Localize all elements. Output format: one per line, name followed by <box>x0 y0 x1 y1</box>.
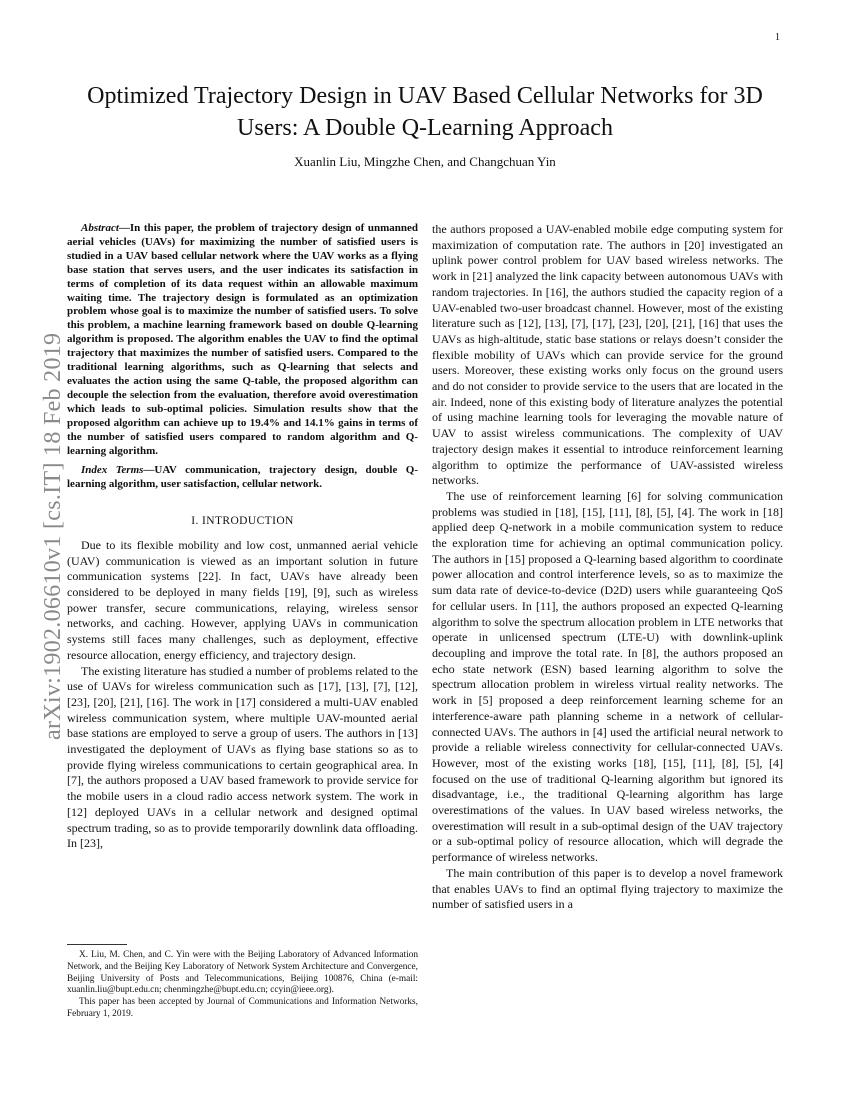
section-heading-introduction: I. INTRODUCTION <box>191 515 294 528</box>
left-column <box>67 222 418 852</box>
arxiv-identifier-stamp: arXiv:1902.06610v1 [cs.IT] 18 Feb 2019 <box>40 332 66 740</box>
footnote-affiliation: X. Liu, M. Chen, and C. Yin were with the Beijing Laboratory of Advanced Information Network, and the Beijing Key Laboratory of Network System Architecture and Convergence, Beijing University of Posts and Telecommunications, Beijing 100876, China (e-mail: xuanlin.liu@bupt.edu.cn; chenmingzhe@bupt.edu.cn; ccyin@ieee.org). <box>67 950 418 996</box>
abstract-label: Abstract <box>81 222 119 234</box>
index-terms <box>67 464 418 492</box>
footnotes <box>67 950 418 1021</box>
footnote-divider <box>67 944 127 945</box>
body-paragraph: Due to its flexible mobility and low cost, unmanned aerial vehicle (UAV) communication is viewed as an important solution in future communication systems [22]. In fact, UAVs have already been considered to be deployed in many fields [19], [9], such as wireless power transfer, secure communications, relaying, wireless sensor networks, and caching. However, applying UAVs in communication systems still faces many challenges, such as deployment, effective resource allocation, energy efficiency, and trajectory design. <box>67 537 418 662</box>
footnote-acceptance: This paper has been accepted by Journal of Communications and Information Networks, February 1, 2019. <box>67 997 418 1019</box>
index-terms-label: Index Terms <box>81 464 144 477</box>
index-terms-text: —UAV communication, trajectory design, double Q-learning algorithm, user satisfaction, cellular network. <box>67 464 418 491</box>
paper-title: Optimized Trajectory Design in UAV Based Cellular Networks for 3D Users: A Double Q-Learning Approach <box>87 83 763 141</box>
page-number: 1 <box>775 32 780 43</box>
right-column <box>432 222 783 913</box>
body-paragraph: The existing literature has studied a number of problems related to the use of UAVs for wireless communication such as [17], [13], [7], [12], [23], [20], [21], [16]. The work in [17] considered a multi-UAV enabled wireless communication system, where multiple UAV-mounted aerial base stations are employed to serve a group of users. The authors in [13] investigated the deployment of UAVs as flying base stations so as to provide flying wireless communications to certain geographical area. In [7], the authors proposed a UAV based framework to provide service for the mobile users in a cloud radio access network system. The work in [12] deployed UAVs in a cellular network and designed optimal spectrum trading, so as to provide temporarily downlink data offloading. In [23], <box>67 663 418 851</box>
abstract-text: —In this paper, the problem of trajectory design of unmanned aerial vehicles (UAVs) for maximizing the number of satisfied users is studied in a UAV based cellular network where the UAV works as a flying base station that serves users, and the user indicates its satisfaction in terms of completion of its data request within an allowable maximum waiting time. The trajectory design is formulated as an optimization problem whose goal is to maximize the number of satisfied users. To solve this problem, a machine learning framework based on double Q-learning algorithm is proposed. The algorithm enables the UAV to find the optimal trajectory that maximizes the number of satisfied users. Compared to the traditional learning algorithms, such as Q-learning that selects and evaluates the action using the same Q-table, the proposed algorithm can decouple the selection from the evaluation, therefore avoid overestimation which leads to sub-optimal policies. Simulation results show that the proposed algorithm can achieve up to 19.4% and 14.1% gains in terms of the number of satisfied users compared to random algorithm and Q-learning algorithm. <box>67 222 418 457</box>
body-paragraph: the authors proposed a UAV-enabled mobile edge computing system for maximization of computation rate. The authors in [20] investigated an uplink power control problem for UAV based wireless networks. The work in [21] analyzed the link capacity between autonomous UAVs with random trajectories. In [16], the authors studied the capacity region of a UAV-enabled two-user broadcast channel. However, most of the existing literature such as [12], [13], [7], [17], [23], [20], [21], [16] that uses the UAVs as high-altitude, static base stations or relays doesn’t consider the flexible mobility of UAVs which can provide service for the ground users. Moreover, these existing works only focus on the ground users and do not consider to provide service to the users that are located in the air. Indeed, none of this existing body of literature analyzes the potential of using machine learning tools for leveraging the movable nature of UAV to assist wireless communications. The complexity of UAV trajectory design makes it essential to introduce reinforcement learning algorithm to optimize the performance of UAV-assisted wireless networks. <box>432 222 783 488</box>
abstract <box>67 222 418 458</box>
body-paragraph: The main contribution of this paper is to develop a novel framework that enables UAVs to find an optimal flying trajectory to maximize the number of satisfied users in a <box>432 865 783 912</box>
body-paragraph: The use of reinforcement learning [6] for solving communication problems was studied in [18], [15], [11], [8], [5], [4]. The work in [18] applied deep Q-network in a mobile communication system to reduce the exploration time for achieving an optimal communication policy. The authors in [15] proposed a Q-learning based algorithm to coordinate power allocation and control interference levels, so as to maximize the sum data rate of device-to-device (D2D) users while guaranteeing QoS for cellular users. In [11], the authors proposed an expected Q-learning algorithm to solve the spectrum allocation problem in LTE networks that operate in unlicensed spectrum (LTE-U) with downlink-uplink decoupling and improve the total rate. In [8], the authors proposed an echo state network (ESN) based learning algorithm to solve the spectrum allocation problem in wireless virtual reality networks. The work in [5] proposed a deep reinforcement learning scheme for an interference-aware path planning scheme in a network of cellular-connected UAVs. The authors in [4] used the artificial neural network to provide a reliable wireless connectivity for cellular-connected UAVs. However, most of the existing works [18], [15], [11], [8], [5], [4] focused on the use of traditional Q-learning algorithm but ignored its disadvantage, i.e., the traditional Q-learning algorithm has large overestimations of the values. In UAV based wireless networks, the overestimation will result in a sub-optimal design of the UAV trajectory or a sub-optimal policy of resource allocation, which will degrade the performance of wireless networks. <box>432 488 783 865</box>
author-list: Xuanlin Liu, Mingzhe Chen, and Changchuan Yin <box>294 154 556 169</box>
